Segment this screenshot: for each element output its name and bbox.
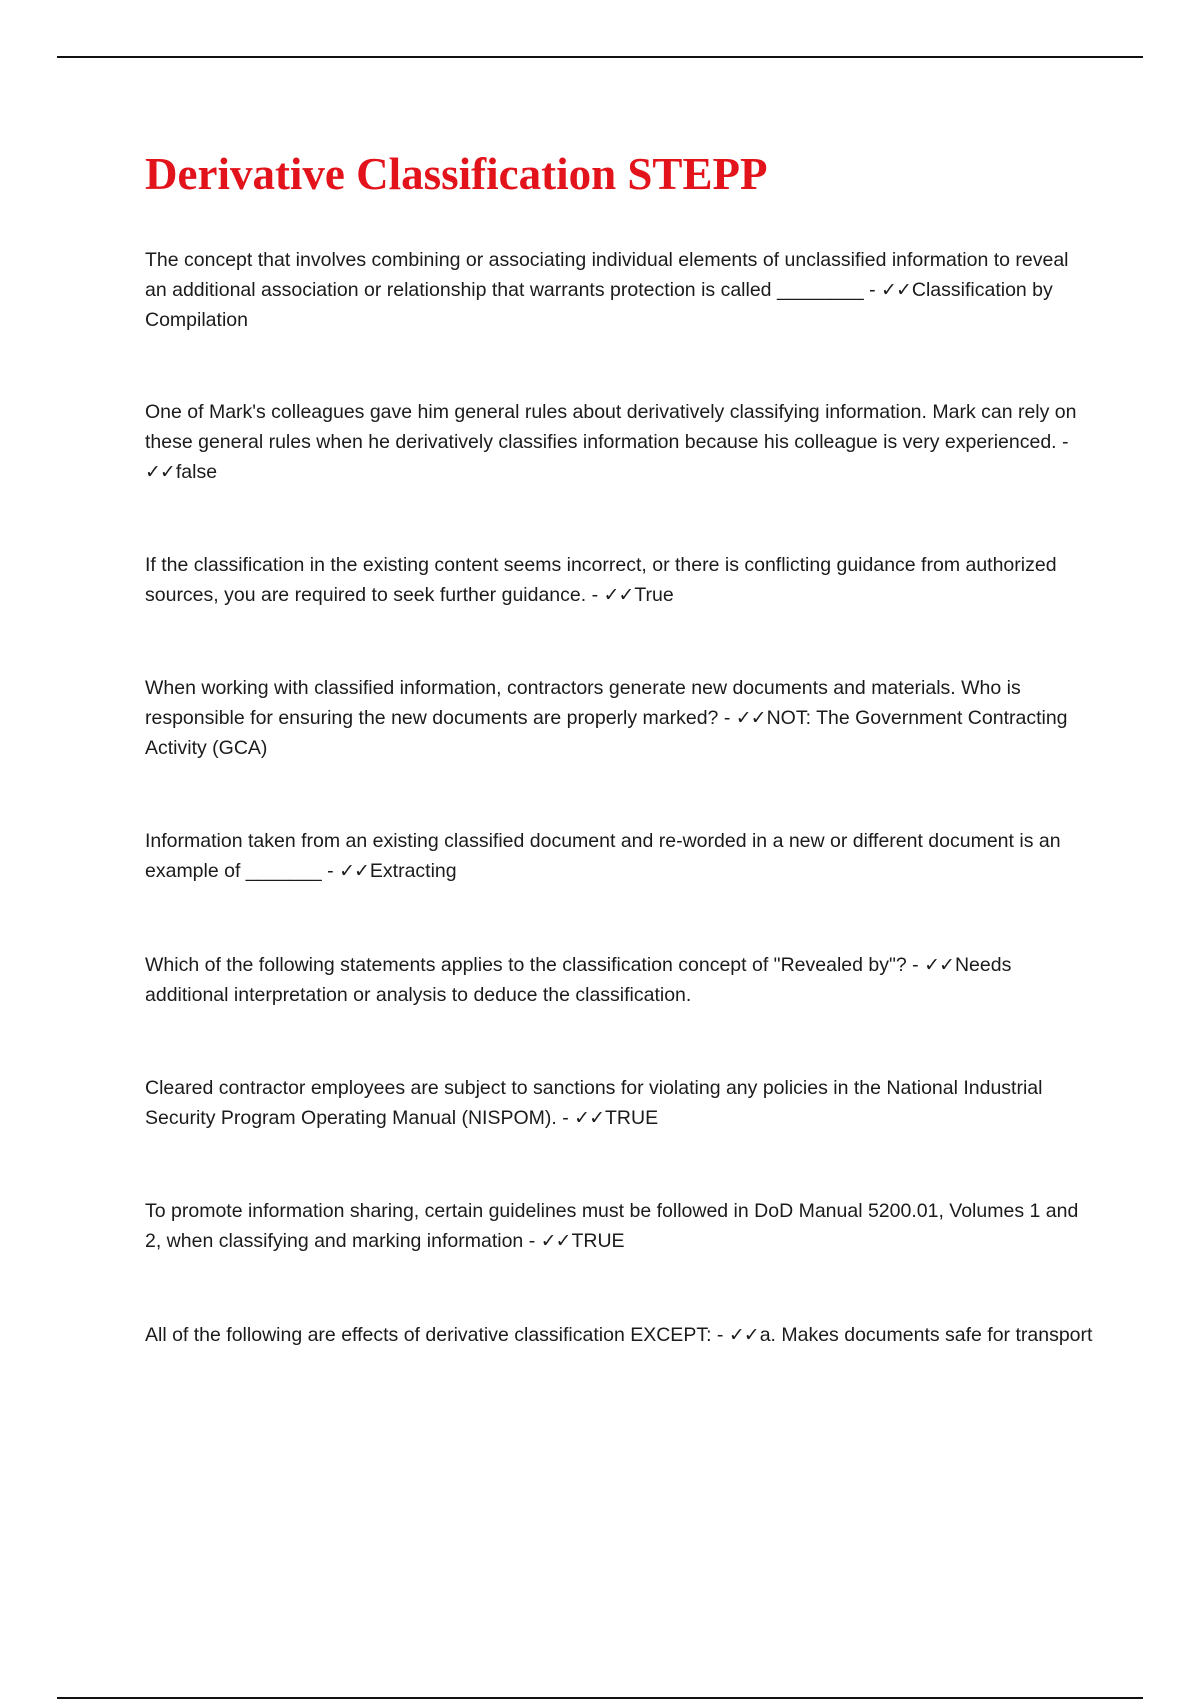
check-icon: ✓✓ bbox=[540, 1230, 571, 1252]
check-icon: ✓✓ bbox=[924, 954, 954, 976]
question-text: If the classification in the existing content seems incorrect, or there is conflicting guidance from authorized sources, you are required to seek further guidance. bbox=[145, 554, 1057, 606]
answer-text: True bbox=[634, 584, 674, 606]
check-icon: ✓✓ bbox=[603, 584, 634, 606]
check-icon: ✓✓ bbox=[881, 279, 911, 301]
question-text: Cleared contractor employees are subject to sanctions for violating any policies in the National Industrial Security Program Operating Manual (NISPOM). bbox=[145, 1077, 1043, 1129]
question-text: All of the following are effects of derivative classification EXCEPT: bbox=[145, 1324, 712, 1346]
qa-item-2 bbox=[145, 397, 1095, 487]
separator: - bbox=[718, 707, 736, 729]
answer-text: TRUE bbox=[605, 1107, 659, 1129]
separator: - bbox=[523, 1230, 541, 1252]
qa-item-3 bbox=[145, 550, 1095, 610]
qa-item-6 bbox=[145, 950, 1095, 1010]
answer-text: false bbox=[175, 461, 218, 483]
answer-text: Classification by Compilation bbox=[145, 279, 1053, 331]
question-text: One of Mark's colleagues gave him general rules about derivatively classifying information. Mark can rely on these general rules when he derivatively classifies information because his colleague is very experienced. bbox=[145, 401, 1077, 453]
separator: - bbox=[863, 279, 882, 301]
check-icon: ✓✓ bbox=[339, 860, 369, 882]
question-text: When working with classified information, contractors generate new documents and materials. Who is responsible for ensuring the new documents are properly marked? bbox=[145, 677, 1021, 729]
bottom-rule bbox=[57, 1697, 1143, 1699]
answer-text: Extracting bbox=[369, 860, 457, 882]
check-icon: ✓✓ bbox=[735, 707, 766, 729]
question-text: The concept that involves combining or associating individual elements of unclassified information to reveal an additional association or relationship that warrants protection is called ________ bbox=[145, 249, 1069, 301]
answer-text: NOT: The Government Contracting Activity (GCA) bbox=[145, 707, 1068, 759]
qa-item-9 bbox=[145, 1320, 1095, 1350]
question-text: To promote information sharing, certain guidelines must be followed in DoD Manual 5200.01, Volumes 1 and 2, when classifying and marking information bbox=[145, 1200, 1079, 1252]
qa-item-5 bbox=[145, 826, 1095, 886]
qa-item-1 bbox=[145, 245, 1095, 335]
separator: - bbox=[586, 584, 604, 606]
question-text: Which of the following statements applies to the classification concept of "Revealed by"? bbox=[145, 954, 907, 976]
page-title: Derivative Classification STEPP bbox=[145, 149, 768, 199]
check-icon: ✓✓ bbox=[574, 1107, 604, 1129]
answer-text: Needs additional interpretation or analysis to deduce the classification. bbox=[145, 954, 1012, 1006]
check-icon: ✓✓ bbox=[145, 461, 175, 483]
separator: - bbox=[906, 954, 925, 976]
qa-item-8 bbox=[145, 1196, 1095, 1256]
qa-item-7 bbox=[145, 1073, 1095, 1133]
check-icon: ✓✓ bbox=[728, 1324, 759, 1346]
answer-text: TRUE bbox=[571, 1230, 625, 1252]
separator: - bbox=[556, 1107, 575, 1129]
question-text: Information taken from an existing classified document and re-worded in a new or different document is an example of _______ bbox=[145, 830, 1061, 882]
separator: - bbox=[711, 1324, 729, 1346]
qa-item-4 bbox=[145, 673, 1095, 763]
separator: - bbox=[321, 860, 340, 882]
answer-text: a. Makes documents safe for transport bbox=[759, 1324, 1093, 1346]
qa-list bbox=[145, 0, 1095, 1700]
separator: - bbox=[1056, 431, 1069, 453]
